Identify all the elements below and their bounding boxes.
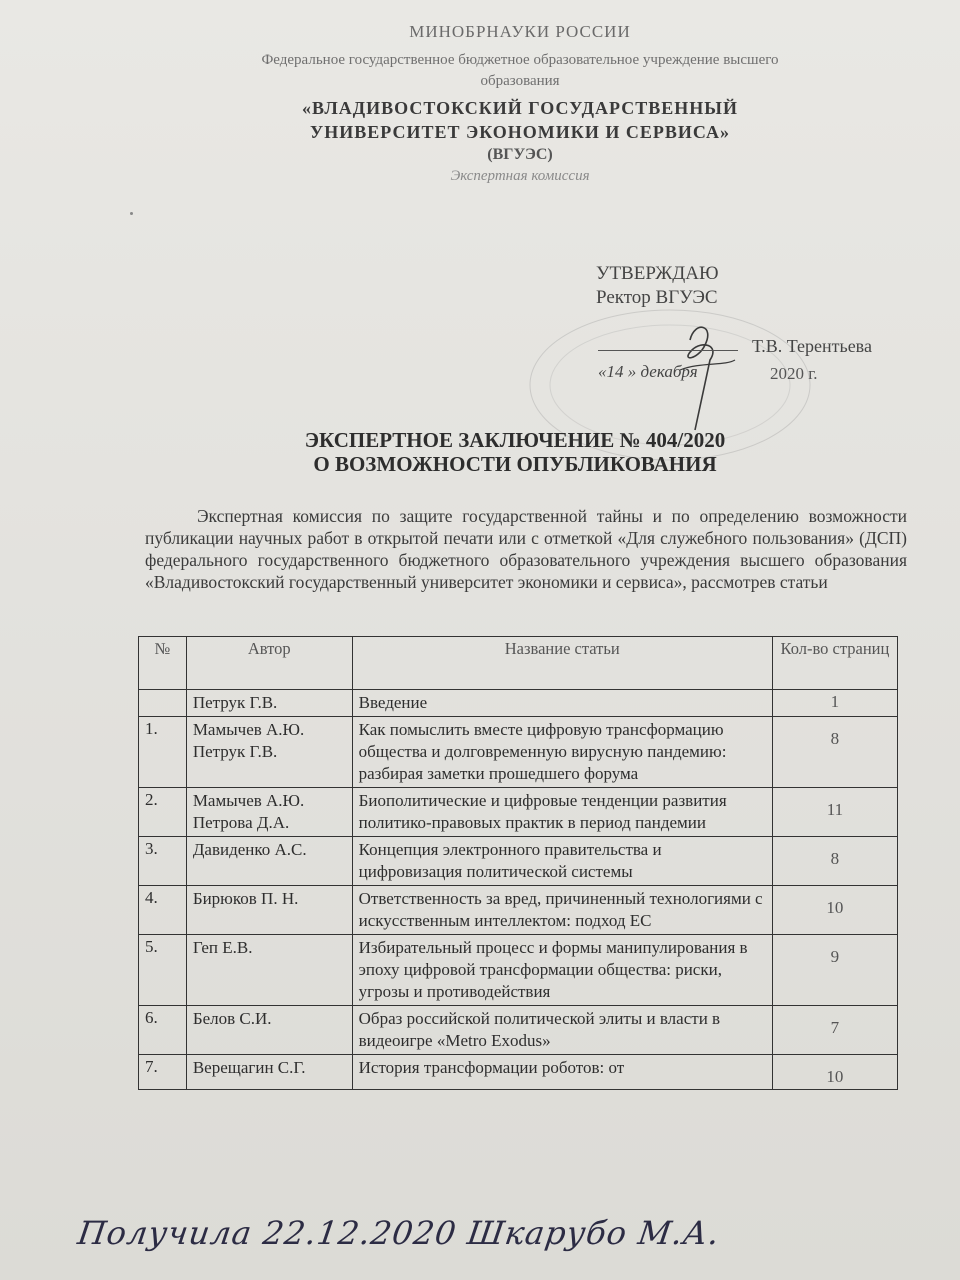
row-title: История трансформации роботов: от [352, 1055, 772, 1090]
row-author: Бирюков П. Н. [186, 886, 352, 935]
university-name: «ВЛАДИВОСТОКСКИЙ ГОСУДАРСТВЕННЫЙ УНИВЕРСИТЕТ ЭКОНОМИКИ И СЕРВИСА» [302, 98, 738, 142]
row-pages: 1 [772, 690, 897, 717]
rector-name: Т.В. Терентьева [752, 336, 872, 356]
row-author: Петрук Г.В. [186, 690, 352, 717]
table-row [139, 935, 898, 1006]
row-pages: 8 [772, 837, 897, 886]
row-title: Образ российской политической элиты и власти в видеоигре «Metro Exodus» [352, 1006, 772, 1055]
row-author: Давиденко А.С. [186, 837, 352, 886]
row-author: Верещагин С.Г. [186, 1055, 352, 1090]
row-author: Геп Е.В. [186, 935, 352, 1006]
row-num: 7. [139, 1055, 187, 1090]
col-header-title: Название статьи [352, 637, 772, 690]
row-author: Мамычев А.Ю. Петрова Д.А. [186, 788, 352, 837]
table-row [139, 1055, 898, 1090]
row-title: Концепция электронного правительства и цифровизация политической системы [352, 837, 772, 886]
table-header-row [139, 637, 898, 690]
university-abbr: (ВГУЭС) [487, 146, 553, 163]
row-title: Как помыслить вместе цифровую трансформацию общества и долговременную вирусную пандемию: разбирая заметки прошедшего форума [352, 717, 772, 788]
table-row [139, 837, 898, 886]
table-row [139, 886, 898, 935]
articles-table-wrapper [138, 636, 898, 1090]
speck [130, 212, 133, 215]
row-title: Введение [352, 690, 772, 717]
row-pages: 10 [772, 1055, 897, 1090]
ministry-heading: МИНОБРНАУКИ РОССИИ [409, 22, 631, 41]
document-title: ЭКСПЕРТНОЕ ЗАКЛЮЧЕНИЕ № 404/2020 [304, 428, 726, 452]
row-pages: 9 [772, 935, 897, 1006]
table-row [139, 690, 898, 717]
row-pages: 8 [772, 717, 897, 788]
approval-year: 2020 г. [770, 364, 818, 383]
row-num: 2. [139, 788, 187, 837]
row-num: 1. [139, 717, 187, 788]
intro-paragraph: Экспертная комиссия по защите государственной тайны и по определению возможности публикации научных работ в открытой печати или с отметкой «Для служебного пользования» (ДСП) федерального государственного бюджетного образовательного учреждения высшего образования «Владивостокский государственный университет экономики и сервиса», рассмотрев статьи [145, 506, 907, 592]
row-num: 4. [139, 886, 187, 935]
signature-line [598, 350, 738, 351]
document-subtitle: О ВОЗМОЖНОСТИ ОПУБЛИКОВАНИЯ [313, 452, 717, 476]
row-title: Ответственность за вред, причиненный технологиями с искусственным интеллектом: подход ЕС [352, 886, 772, 935]
row-title: Избирательный процесс и формы манипулирования в эпоху цифровой трансформации общества: риски, угрозы и противодействия [352, 935, 772, 1006]
row-num: 6. [139, 1006, 187, 1055]
row-author: Белов С.И. [186, 1006, 352, 1055]
approval-date: «14 » декабря [598, 362, 698, 381]
table-row [139, 717, 898, 788]
col-header-author: Автор [186, 637, 352, 690]
handwritten-receipt-note: Получила 22.12.2020 Шкарубо М.А. [75, 1214, 723, 1252]
articles-table [138, 636, 898, 1090]
row-num [139, 690, 187, 717]
col-header-pages: Кол-во страниц [772, 637, 897, 690]
approve-label: УТВЕРЖДАЮ [596, 263, 719, 284]
rector-position: Ректор ВГУЭС [596, 287, 718, 308]
row-pages: 11 [772, 788, 897, 837]
row-num: 3. [139, 837, 187, 886]
commission-name: Экспертная комиссия [450, 168, 590, 184]
row-title: Биополитические и цифровые тенденции развития политико-правовых практик в период пандемии [352, 788, 772, 837]
col-header-num: № [139, 637, 187, 690]
row-author: Мамычев А.Ю. Петрук Г.В. [186, 717, 352, 788]
table-row [139, 788, 898, 837]
row-pages: 10 [772, 886, 897, 935]
row-num: 5. [139, 935, 187, 1006]
table-row [139, 1006, 898, 1055]
approval-block [596, 262, 718, 310]
row-pages: 7 [772, 1006, 897, 1055]
institution-type: Федеральное государственное бюджетное образовательное учреждение высшего образования [261, 52, 779, 89]
